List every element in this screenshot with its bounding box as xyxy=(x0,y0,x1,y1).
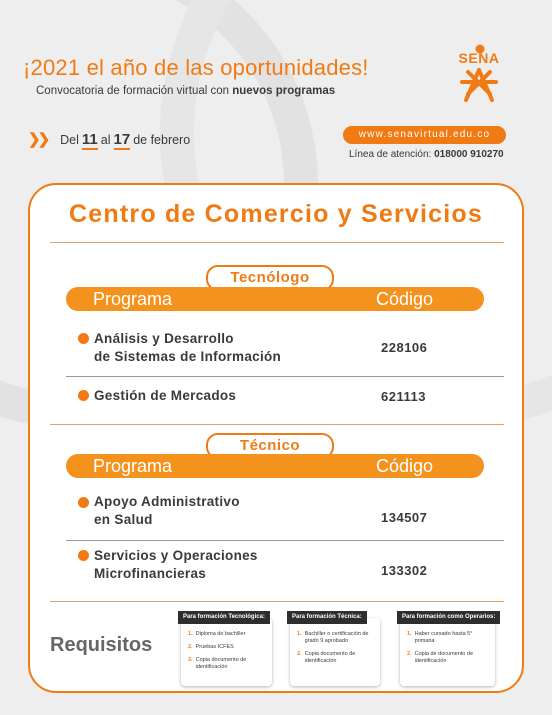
date-suffix: de febrero xyxy=(133,133,191,147)
requirements-box-tecnologo xyxy=(181,614,272,686)
column-program: Programa xyxy=(93,289,173,309)
section-divider xyxy=(50,601,504,602)
bullet-icon xyxy=(78,497,89,508)
program-code: 133302 xyxy=(381,563,428,578)
category-label-tecnico: Técnico xyxy=(206,433,334,459)
program-code: 228106 xyxy=(381,340,428,355)
column-program: Programa xyxy=(93,456,173,476)
requirements-box-header: Para formación como Operarios: xyxy=(397,611,500,624)
website-link[interactable]: www.senavirtual.edu.co xyxy=(343,126,506,144)
list-item: 1. Haber cursado hasta 5° primaria xyxy=(407,631,473,644)
requirements-box-operarios xyxy=(400,614,496,686)
list-item: 2. Copia de documento de identificación xyxy=(407,651,473,664)
bullet-icon xyxy=(78,390,89,401)
center-title: Centro de Comercio y Servicios xyxy=(69,200,483,228)
date-start: 11 xyxy=(81,131,98,148)
list-item: 1. Diploma de bachiller xyxy=(188,631,246,637)
program-name: Servicios y Operaciones Microfinancieras xyxy=(94,548,258,581)
list-item: 2. Copia documento de identificación xyxy=(297,651,356,664)
column-code: Código xyxy=(376,456,434,476)
date-prefix: Del xyxy=(60,133,79,147)
bullet-icon xyxy=(78,550,89,561)
requirements-list xyxy=(188,631,268,677)
requirements-box-header: Para formación Técnica: xyxy=(287,611,367,624)
section-divider xyxy=(50,424,504,425)
logo-wordmark: SENA xyxy=(458,50,500,66)
category-label-tecnologo: Tecnólogo xyxy=(206,265,334,291)
program-name: Gestión de Mercados xyxy=(94,388,237,403)
list-item: 1. Bachiller o certificación de grado 9 aprobado xyxy=(297,631,369,644)
date-mid: al xyxy=(100,133,111,147)
program-code: 621113 xyxy=(381,389,426,404)
row-divider xyxy=(66,540,504,541)
requirements-box-tecnico xyxy=(290,614,380,686)
table-header xyxy=(66,287,484,311)
table-header xyxy=(66,454,484,478)
program-name: Apoyo Administrativo en Salud xyxy=(94,494,240,527)
column-code: Código xyxy=(376,289,434,309)
row-divider xyxy=(66,376,504,377)
requirements-box-header: Para formación Tecnológica: xyxy=(178,611,270,624)
requirements-list xyxy=(297,631,375,671)
list-item: 2. Pruebas ICFES xyxy=(188,644,234,650)
date-end: 17 xyxy=(113,131,131,148)
bullet-icon xyxy=(78,333,89,344)
date-range xyxy=(28,130,190,150)
requirements-title: Requisitos xyxy=(50,634,153,656)
double-chevron-right-icon: ❯❯ xyxy=(28,131,48,148)
hotline: Línea de atención: 018000 910270 xyxy=(349,149,504,160)
list-item: 3. Copia documento de identificación xyxy=(188,657,247,670)
title-divider xyxy=(50,242,504,243)
page-subheadline: Convocatoria de formación virtual con nuevos programas xyxy=(36,85,336,97)
program-code: 134507 xyxy=(381,510,428,525)
page-headline: ¡2021 el año de las oportunidades! xyxy=(23,55,369,80)
program-name: Análisis y Desarrollo de Sistemas de Información xyxy=(94,331,282,364)
requirements-list xyxy=(407,631,489,671)
sena-logo xyxy=(446,44,512,106)
